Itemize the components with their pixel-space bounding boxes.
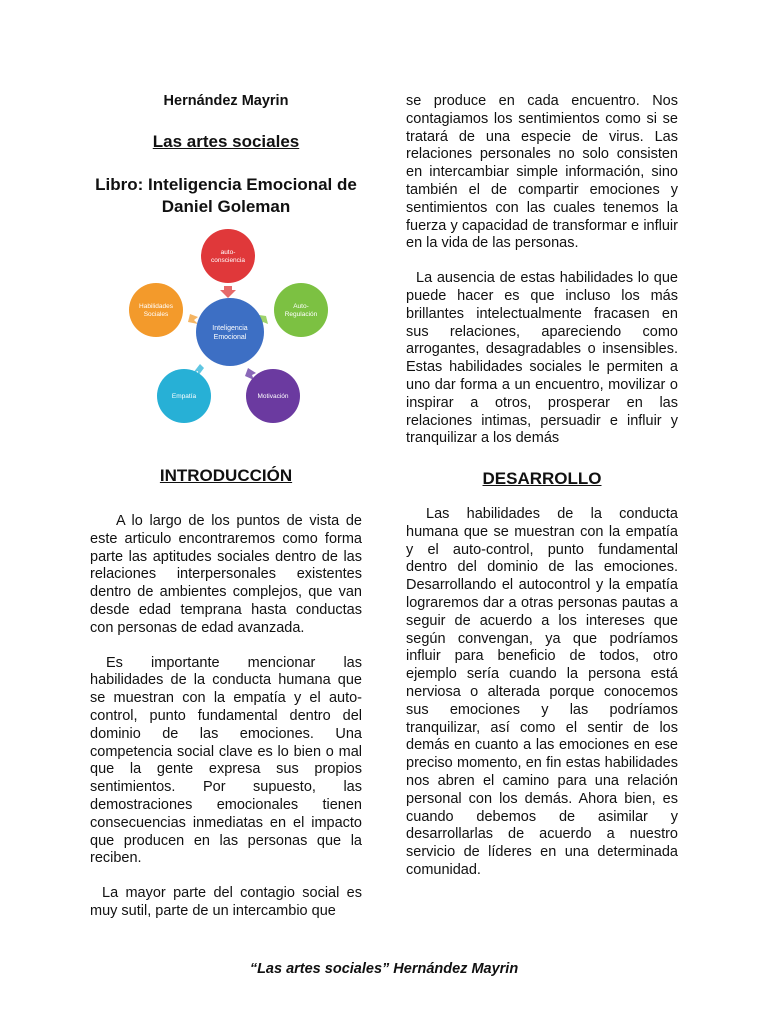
arrow-icon	[188, 314, 198, 324]
right-paragraph-1: se produce en cada encuentro. Nos contagiamos los sentimientos como si se tratará de una especie de virus. Las relaciones personales no solo consisten en intercambiar simple información, sino también el de compartir emociones y sentimientos con las cuales tenemos la fuerza y capacidad de transformar e influir en la vida de las personas.	[406, 93, 678, 252]
node-habilidades	[129, 283, 183, 337]
node-label-autoregulacion: Auto-Regulación	[284, 303, 318, 318]
intro-paragraph-3: La mayor parte del contagio social es muy sutil, parte de un intercambio que	[90, 885, 362, 919]
left-column	[90, 513, 362, 921]
right-paragraph-2: La ausencia de estas habilidades lo que puede hacer es que incluso los más brillantes intelectualmente fracasen en sus relaciones, apareciendo como arrogantes, desagradables o insensibles. Estas habilidades sociales le permiten a uno dar forma a un encuentro, movilizar o inspirar a otros, prosperar en las relaciones intimas, persuadir e influir y tranquilizar a los demás	[406, 270, 678, 447]
development-paragraph: Las habilidades de la conducta humana que se muestran con la empatía y el auto-control, punto fundamental dentro del dominio de las emociones. Desarrollando el autocontrol y la empatía lograremos dar a otras personas pautas a seguir de acuerdo a los intereses que según convengan, ya que podríamos influir para beneficio de todos, otro ejemplo sería cuando la persona está nerviosa o alterada porque conocemos sus emociones y las podríamos tranquilizar, así como el sentir de los demás en cuanto a las emociones en ese preciso momento, en fin estas habilidades nos abren el camino para una relación personal con los demás. Ahora bien, es cuando debemos de asimilar y desarrollarlas de acuerdo a nuestro servicio de líderes en una determinada comunidad.	[406, 506, 678, 878]
book-title: Libro: Inteligencia Emocional de Daniel Goleman	[95, 175, 357, 216]
page-title: Las artes sociales	[152, 132, 300, 151]
node-autoconciencia	[201, 229, 255, 283]
node-label-habilidades: Habilidades Sociales	[139, 303, 173, 318]
development-heading: DESARROLLO	[482, 469, 602, 488]
node-label-center: Inteligencia Emocional	[212, 325, 248, 341]
arrow-icon	[220, 286, 236, 298]
intro-paragraph-2: Es importante mencionar las habilidades de la conducta humana que se muestran con la empatía y el auto-control, punto fundamental dentro del dominio de las emociones. Una competencia social clave es lo bien o mal que la gente expresa sus propios sentimientos. Por supuesto, las demostraciones emocionales tienen consecuencias inmediatas en el impacto que producen en las personas que la reciben.	[90, 654, 362, 867]
node-label-empatia: Empatía	[171, 393, 197, 400]
page-footer: “Las artes sociales” Hernández Mayrin	[249, 961, 519, 977]
intro-heading: INTRODUCCIÓN	[159, 466, 293, 485]
node-center	[196, 298, 264, 366]
right-column-bottom	[406, 506, 678, 880]
node-label-motivacion: Motivación	[257, 393, 289, 400]
author-name: Hernández Mayrin	[163, 93, 289, 109]
intro-paragraph-1: A lo largo de los puntos de vista de este articulo encontraremos como forma parte las aptitudes sociales dentro de las relaciones interpersonales existentes dentro de ambientes complejos, que van desde edad temprana hasta conductas con personas de edad avanzada.	[90, 513, 362, 636]
node-autoregulacion	[274, 283, 328, 337]
emotional-intelligence-diagram	[128, 226, 328, 426]
right-column-top	[406, 93, 678, 448]
node-label-autoconciencia: auto-consciencia	[211, 249, 245, 264]
